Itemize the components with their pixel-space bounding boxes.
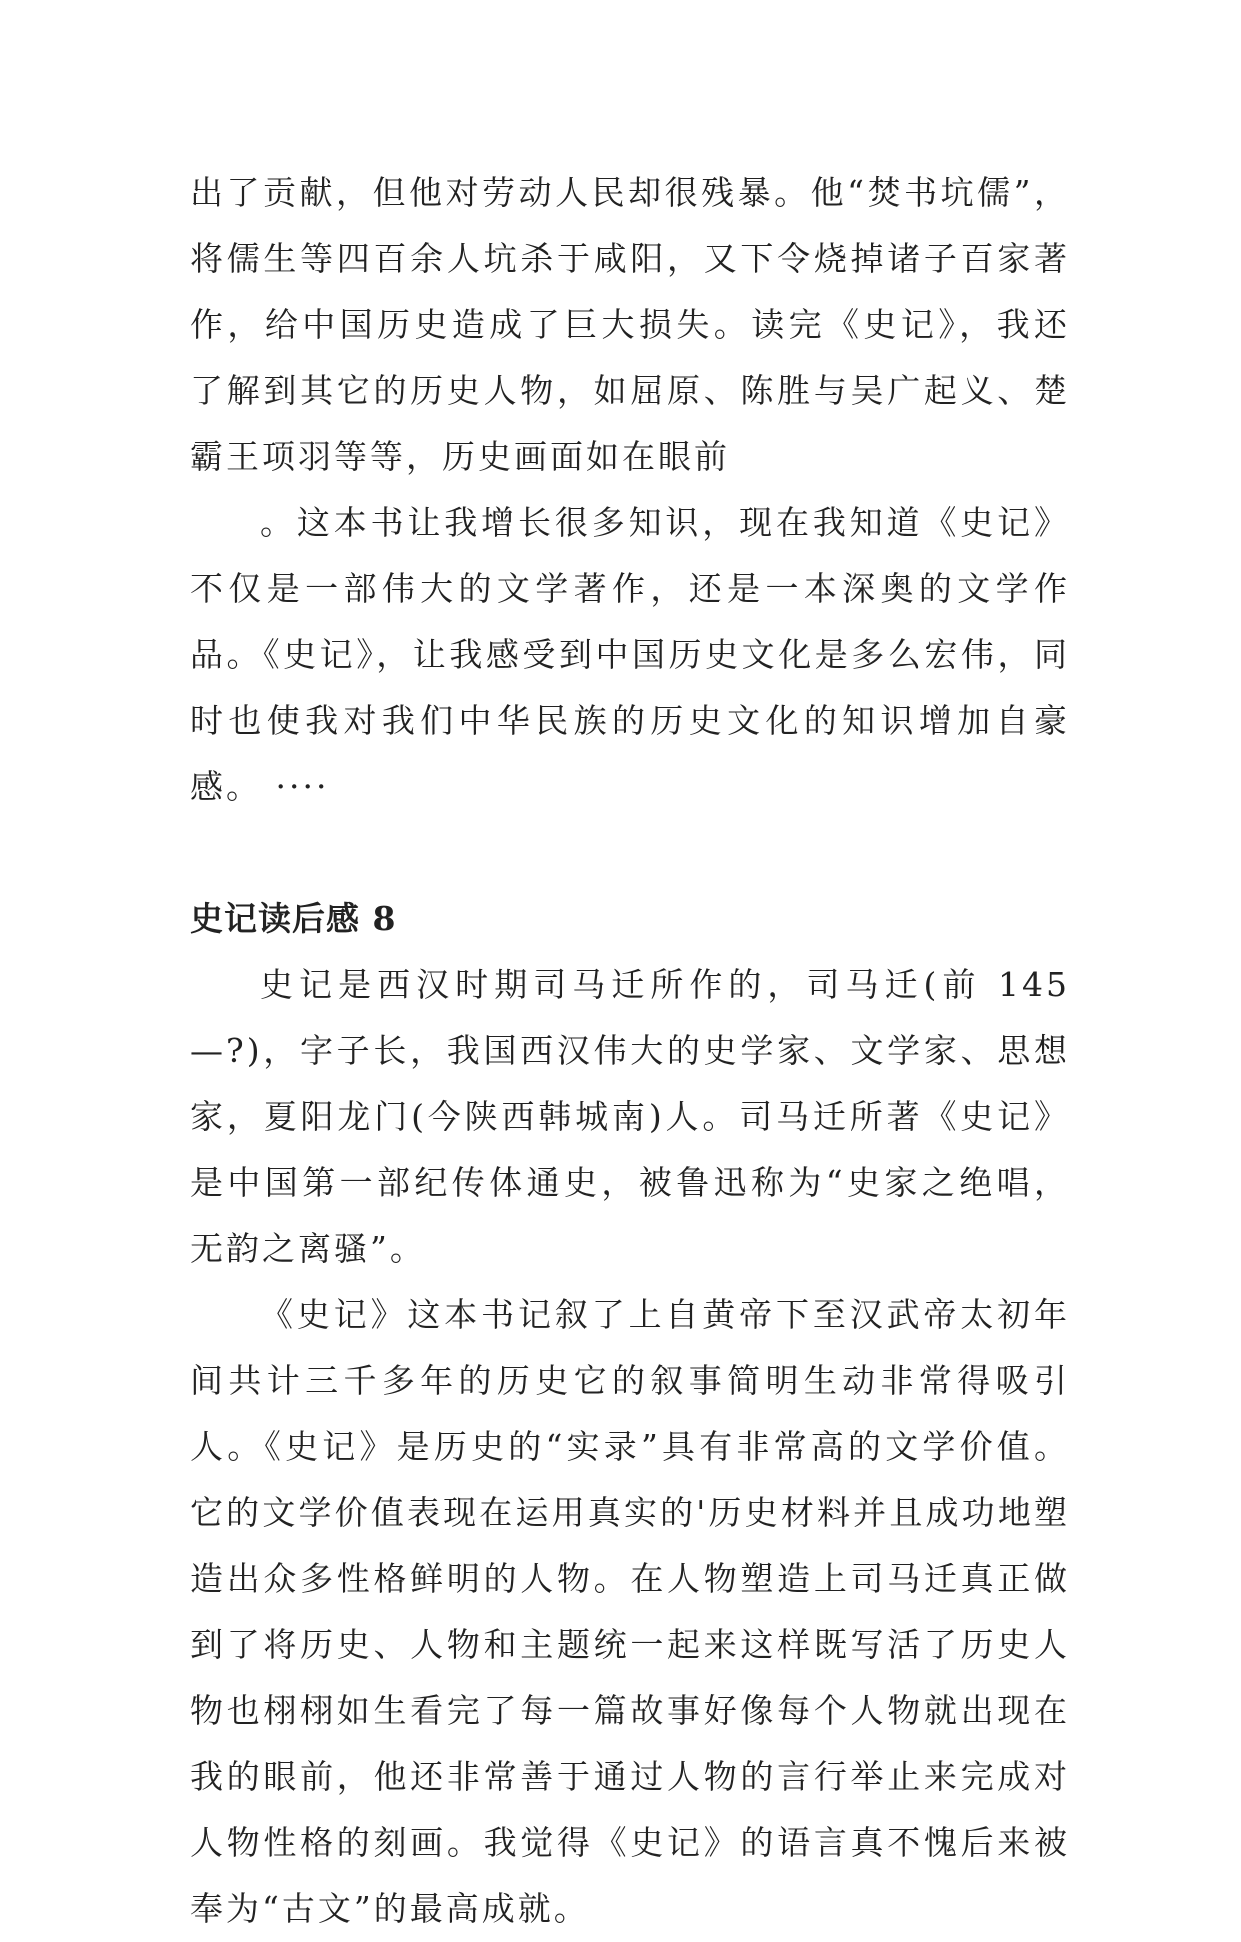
body-paragraph: 《史记》这本书记叙了上自黄帝下至汉武帝太初年间共计三千多年的历史它的叙事简明生动非常得吸引人。《史记》是历史的“实录”具有非常高的文学价值。它的文学价值表现在运用真实的'历史材料并且成功地塑造出众多性格鲜明的人物。在人物塑造上司马迁真正做到了将历史、人物和主题统一起来这样既写活了历史人物也栩栩如生看完了每一篇故事好像每个人物就出现在我的眼前，他还非常善于通过人物的言行举止来完成对人物性格的刻画。我觉得《史记》的语言真不愧后来被奉为“古文”的最高成就。: [190, 1295, 1070, 1928]
body-paragraph: 出了贡献，但他对劳动人民却很残暴。他“焚书坑儒”，将儒生等四百余人坑杀于咸阳，又下令烧掉诸子百家著作，给中国历史造成了巨大损失。读完《史记》，我还了解到其它的历史人物，如屈原、陈胜与吴广起义、楚霸王项羽等等，历史画面如在眼前: [190, 173, 1070, 476]
body-paragraph: 。这本书让我增长很多知识，现在我知道《史记》不仅是一部伟大的文学著作，还是一本深奥的文学作品。《史记》，让我感受到中国历史文化是多么宏伟，同时也使我对我们中华民族的历史文化的知识增加自豪感。 ····: [190, 503, 1070, 806]
section-gap: [190, 820, 1070, 886]
body-paragraph: 史记是西汉时期司马迁所作的，司马迁(前 145—?)，字子长，我国西汉伟大的史学家、文学家、思想家，夏阳龙门(今陕西韩城南)人。司马迁所著《史记》是中国第一部纪传体通史，被鲁迅称为“史家之绝唱，无韵之离骚”。: [190, 965, 1070, 1268]
document-page: [190, 160, 1070, 1942]
section-title: 史记读后感 8: [190, 899, 397, 938]
